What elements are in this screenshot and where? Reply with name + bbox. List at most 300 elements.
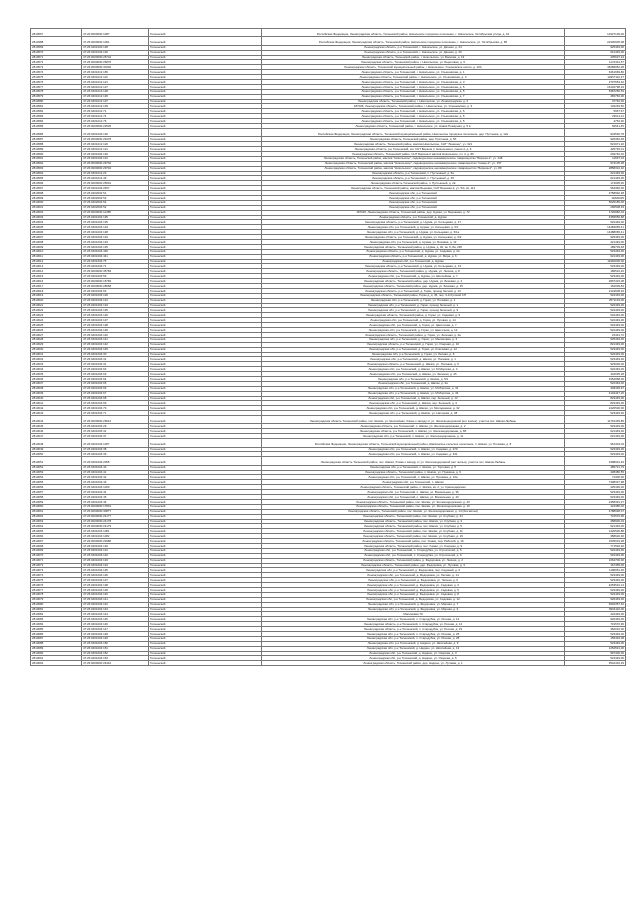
cell-district: Тосненский xyxy=(149,205,262,210)
cell-value: 925449,00 xyxy=(565,45,626,50)
cell-address: Ленинградская обл, р-н Тосненский, п. Стародубка, ул. Речная, д. 25 xyxy=(262,631,565,636)
cell-value: 961303,03 xyxy=(565,439,626,447)
cell-value: 523449,00 xyxy=(565,495,626,500)
cell-district: Тосненский xyxy=(149,597,262,602)
cell-district: Тосненский xyxy=(149,651,262,656)
cell-address: Ленинградская обл, р-н Тосненский, д. Шапки, д. 5/1 xyxy=(262,376,565,381)
cell-cadastral-number: 47:26:0401004:42 xyxy=(82,475,149,480)
cell-district: Тосненский xyxy=(149,627,262,632)
cell-address: Ленинградская обл, р-н Тосненский, д. Шапки, д. 3а xyxy=(262,381,565,386)
cell-address: Ленинградская обл, р-н Тосненский xyxy=(262,205,565,210)
cell-district: Тосненский xyxy=(149,196,262,201)
cell-address: Ленинградская обл, р-н Тосненский, п. Шапки, ул. Вокзальная, д. 36 xyxy=(262,490,565,495)
cell-cadastral-number: 47:26:0401004:63 xyxy=(82,372,149,377)
cell-district: Тосненский xyxy=(149,55,262,60)
cell-id: 2810592 xyxy=(31,161,82,166)
cell-district: Тосненский xyxy=(149,543,262,548)
cell-address: Ленинградская обл, р-н Тосненский, д. Федоровка, ул. Лесная, д. 14 xyxy=(262,573,565,578)
cell-id: 2810688 xyxy=(31,641,82,646)
cell-district: Тосненский xyxy=(149,288,262,293)
cell-district: Тосненский xyxy=(149,587,262,592)
cell-district: Тосненский xyxy=(149,171,262,176)
cell-address: Ленинградская обл, р-н Тосненский, д. Горки, проезд Зеленый, д. 9 xyxy=(262,308,565,313)
cell-address: Ленинградская обл, р-н Тосненский, д. Горки, ул. Луговая, д. 14 xyxy=(262,318,565,323)
cell-value: 11820025 xyxy=(565,196,626,201)
cell-value: 6902357,32 xyxy=(565,602,626,607)
cell-value: 522449,00 xyxy=(565,328,626,333)
cell-value: 358900,03 xyxy=(565,519,626,524)
cell-id: 2810627 xyxy=(31,332,82,337)
cell-id: 2810689 xyxy=(31,646,82,651)
cell-cadastral-number: 47:26:0000000:30302 xyxy=(82,65,149,70)
cell-cadastral-number: 47:26:0401004:134 xyxy=(82,225,149,230)
cell-cadastral-number: 47:26:0401004:133 xyxy=(82,558,149,563)
cell-address: Ленинградская обл, р-н Тосненский, п. Шапки, ул. Пушкина, д. 10а xyxy=(262,475,565,480)
cell-address: Ленинградская область, Тосненский район, г. Никольское, ул. Баскова, д. 19 xyxy=(262,55,565,60)
cell-value: 164009,84 xyxy=(565,284,626,289)
cell-district: Тосненский xyxy=(149,636,262,641)
cell-value: 523449,00 xyxy=(565,249,626,254)
cell-id: 2810590 xyxy=(31,151,82,156)
cell-address: Ленинградская область, р-н Тосненский, г. Никольское, ул. Ульяновская, д. 5 xyxy=(262,119,565,124)
cell-cadastral-number: 47:26:0401012:76 xyxy=(82,119,149,124)
cell-cadastral-number: 47:26:0401012:116 xyxy=(82,75,149,80)
cell-district: Тосненский xyxy=(149,447,262,452)
cell-value: 522449,00 xyxy=(565,308,626,313)
cell-district: Тосненский xyxy=(149,342,262,347)
cell-address: Ленинградская обл, р-н Тосненский, д. Горки, ул. Цветочная, д. 7 xyxy=(262,323,565,328)
cell-address: Ленинградская область, р-н Тосненский, д. Шапки, ул. Полевая, д. 5 xyxy=(262,362,565,367)
cell-id: 2810574 xyxy=(31,70,82,75)
cell-value: 771592,92 xyxy=(565,543,626,548)
cell-value: 167455,00 xyxy=(565,563,626,568)
cell-cadastral-number: 47:26:0401012:121 xyxy=(82,147,149,152)
cell-cadastral-number: 47:26:0401004:67 xyxy=(82,391,149,396)
cell-district: Тосненский xyxy=(149,495,262,500)
cell-district: Тосненский xyxy=(149,119,262,124)
cell-cadastral-number: 47:26:0401004:137 xyxy=(82,318,149,323)
cell-address: 187026, Ленинградская область, Тосненский район, г. Никольское, ул. Ульяновская, д. 3 xyxy=(262,104,565,109)
cell-id: 2810667 xyxy=(31,539,82,544)
cell-cadastral-number: 47:26:0402002:51 xyxy=(82,191,149,196)
cell-value: 52541,45 xyxy=(565,124,626,129)
cell-address: Ленинградская обл, р-н Тосненский, д. Горки, ул. Ключевая, д. 12 xyxy=(262,347,565,352)
cell-cadastral-number: 47:26:0402002:52 xyxy=(82,205,149,210)
cell-cadastral-number: 47:26:0401012:165 xyxy=(82,70,149,75)
cell-district: Тосненский xyxy=(149,75,262,80)
cell-value: 925449,00 xyxy=(565,337,626,342)
cell-id: 2810647 xyxy=(31,434,82,439)
cell-id: 2810607 xyxy=(31,235,82,240)
cell-cadastral-number: 47:26:0000000:26876 xyxy=(82,60,149,65)
cell-address: Ленинградская область, Тосненский район, г. Никольское, ул. Береговая, д. 6 xyxy=(262,60,565,65)
cell-id: 2810664 xyxy=(31,524,82,529)
cell-address: Ленинградская обл, р-н Тосненский, д. Федоровка, ул. Садовая, д. 3 xyxy=(262,583,565,588)
cell-value: 2420500,00 xyxy=(565,406,626,411)
cell-id: 2810657 xyxy=(31,490,82,495)
cell-value: 46289952,28 xyxy=(565,65,626,70)
cell-id: 2810691 xyxy=(31,656,82,661)
cell-district: Тосненский xyxy=(149,475,262,480)
cell-cadastral-number: 47:26:0401012:71 xyxy=(82,109,149,114)
cell-address: Ленинградская область, р-н Тосненский, г. Никольское, ул. Ульяновская, д. 1 xyxy=(262,70,565,75)
cell-cadastral-number: 47:26:0401004:135 xyxy=(82,568,149,573)
cell-address: Ленинградская область, р-н Тосненский, г. Никольское, ул. Дачная, д. 26 xyxy=(262,50,565,55)
cell-address: Ленинградская область, р-н Тосненский, г. Никольское, ул. Ульяновская, д. 5 xyxy=(262,89,565,94)
table-row xyxy=(31,457,626,465)
cell-address: Ленинградская обл, р-н Тосненский, п. Шапки, ул. Садовая, д. 331 xyxy=(262,452,565,457)
cell-id: 2810610 xyxy=(31,249,82,254)
cell-value: 14488065,41 xyxy=(565,230,626,235)
cell-address: Ленинградская область, р-н Тосненский, д. Нурма, ул. Садовая, д. 2а xyxy=(262,249,565,254)
cell-value: 14483055,41 xyxy=(565,225,626,230)
cell-value: 1535019,38 xyxy=(565,539,626,544)
cell-district: Тосненский xyxy=(149,284,262,289)
cell-district: Тосненский xyxy=(149,439,262,447)
cell-cadastral-number: 47:26:0401004:1057 xyxy=(82,439,149,447)
cell-id: 2810595 xyxy=(31,176,82,181)
cell-district: Тосненский xyxy=(149,254,262,259)
cell-cadastral-number: 47:26:0401004:135 xyxy=(82,215,149,220)
cell-value: 974105,38 xyxy=(565,161,626,166)
cell-district: Тосненский xyxy=(149,539,262,544)
cell-value: 522449,00 xyxy=(565,293,626,298)
cell-value: 22330605,08 xyxy=(565,37,626,45)
cell-id: 2810641 xyxy=(31,401,82,406)
cell-cadastral-number: 47:26:0000000:29702 xyxy=(82,161,149,166)
cell-address: Ленинградская область, р-н Тосненский, п. Пустынный, д. 5а xyxy=(262,171,565,176)
cell-value: 522449,00 xyxy=(565,220,626,225)
cell-value: 11791439,85 xyxy=(565,416,626,424)
cell-address: Ленинградская обл, р-н Тосненский, д. Шапки, пер. Зеленый, д. 3 xyxy=(262,401,565,406)
cell-value: 523449,00 xyxy=(565,447,626,452)
cell-id: 2810569 xyxy=(31,45,82,50)
cell-address: Ленинградская обл, р-н Тосненский, д. Надино, ул. Озерная, д. 5 xyxy=(262,656,565,661)
cell-id: 2810612 xyxy=(31,259,82,264)
cell-value: 16132798,34 xyxy=(565,84,626,89)
cell-district: Тосненский xyxy=(149,215,262,220)
cell-value: 442635,28 xyxy=(565,372,626,377)
cell-cadastral-number: 47:26:0401012:127 xyxy=(82,84,149,89)
cell-cadastral-number: 47:26:0000000:24178 xyxy=(82,519,149,524)
cell-id: 2810609 xyxy=(31,244,82,249)
cell-cadastral-number: 47:26:0401004:138 xyxy=(82,230,149,235)
cell-cadastral-number: 47:26:0401004:430 xyxy=(82,249,149,254)
cell-value: 731570,96 xyxy=(565,622,626,627)
cell-address: Ленинградская область, р-н Тосненский, д. Нурма, ул. Кольцевая, д. 47 xyxy=(262,220,565,225)
cell-value: 621449,00 xyxy=(565,434,626,439)
cell-value: 821449,00 xyxy=(565,342,626,347)
cell-cadastral-number: 47:26:0401004:38 xyxy=(82,447,149,452)
cell-address: Ленинградская область, Тосненский район, Горки д, д. 45, пер. 3-й Луговой СП xyxy=(262,293,565,298)
cell-address: Ленинградская область, р-н Тосненский, снт СНТ Бирюза (г. Никольское), линия 4, д. 6 xyxy=(262,147,565,152)
cell-value: 522449,00 xyxy=(565,323,626,328)
cell-value: 438480,55 xyxy=(565,470,626,475)
cell-cadastral-number: 47:26:0401004:133 xyxy=(82,235,149,240)
cell-value: 4754,30 xyxy=(565,119,626,124)
cell-id: 2810643 xyxy=(31,411,82,416)
cell-id: 2810593 xyxy=(31,166,82,171)
cell-id: 2810598 xyxy=(31,191,82,196)
cell-address: Ленинградская обл, р-н Тосненский, д. Шапки, ул. М.Морская, д. 44 xyxy=(262,386,565,391)
cell-id: 2810662 xyxy=(31,514,82,519)
cell-district: Тосненский xyxy=(149,293,262,298)
cell-district: Тосненский xyxy=(149,210,262,215)
cell-id: 2810570 xyxy=(31,50,82,55)
cell-value: 11537,04 xyxy=(565,156,626,161)
cell-id: 2810620 xyxy=(31,298,82,303)
cell-address: Ленинградская область, Тосненский район, пос. Ушаки, пер. Рабочий, д. 16 xyxy=(262,539,565,544)
cell-district: Тосненский xyxy=(149,424,262,429)
cell-id: 2810623 xyxy=(31,313,82,318)
cell-address: Ленинградская область, р-н Тосненский, г. Никольское, ул. Дачная, д. 24 xyxy=(262,45,565,50)
cell-district: Тосненский xyxy=(149,357,262,362)
cell-value: 14957110,37 xyxy=(565,75,626,80)
cell-id: 2810622 xyxy=(31,308,82,313)
cell-id: 2810674 xyxy=(31,573,82,578)
cell-id: 2810636 xyxy=(31,376,82,381)
cell-id: 2810596 xyxy=(31,181,82,186)
cell-district: Тосненский xyxy=(149,235,262,240)
cell-district: Тосненский xyxy=(149,156,262,161)
cell-id: 2810656 xyxy=(31,485,82,490)
cell-address: Ленинградская обл, р-н Тосненский, д. Нурма, ул. Боковая, д. 13 xyxy=(262,240,565,245)
cell-cadastral-number: 47:26:0401004:130 xyxy=(82,543,149,548)
cell-id: 2810677 xyxy=(31,587,82,592)
cell-address: Российская Федерация, Ленинградская область, Тосненский район, Никольское городское поселение, г. Никольское, Октябрьская улица, д. 44 xyxy=(262,29,565,37)
cell-value: 422449,00 xyxy=(565,612,626,617)
cell-district: Тосненский xyxy=(149,376,262,381)
cell-cadastral-number: 47:26:0401004:149 xyxy=(82,636,149,641)
cell-district: Тосненский xyxy=(149,298,262,303)
spreadsheet xyxy=(30,28,624,666)
cell-id: 2810669 xyxy=(31,548,82,553)
cell-address: Ленинградская область, р-н Тосненский, д. Горки, проезд Лесной, д. 13 xyxy=(262,288,565,293)
cell-value: 6461669,80 xyxy=(565,70,626,75)
cell-id: 2810638 xyxy=(31,386,82,391)
cell-id: 2810625 xyxy=(31,323,82,328)
cell-value: 2707553,32 xyxy=(565,80,626,85)
cell-cadastral-number: 47:26:0000000:30877 xyxy=(82,509,149,514)
cell-district: Тосненский xyxy=(149,602,262,607)
cell-value: 2897415,08 xyxy=(565,279,626,284)
cell-id: 2810649 xyxy=(31,447,82,452)
cell-id: 2810660 xyxy=(31,504,82,509)
cell-value: 522449,00 xyxy=(565,313,626,318)
cell-address: Ленинградская область, Тосненский район, д. Горки, ул. Садовая, д. 9 xyxy=(262,313,565,318)
cell-address: Ленинградская область, Тосненский район, дер. Надино, ул. Луговая, д. 1 xyxy=(262,661,565,666)
cell-address: Ленинградская область, Тосненский район, массив "Никольское", садоводческое некоммерческое товарищество "Бирюза-2", уч. 448 xyxy=(262,156,565,161)
cell-district: Тосненский xyxy=(149,249,262,254)
cell-district: Тосненский xyxy=(149,470,262,475)
cell-district: Тосненский xyxy=(149,612,262,617)
cell-address: Ленинградская область, Тосненский район, д. Нурма, ул. Лесная, д. 8 xyxy=(262,269,565,274)
cell-district: Тосненский xyxy=(149,89,262,94)
cell-district: Тосненский xyxy=(149,274,262,279)
cell-district: Тосненский xyxy=(149,244,262,249)
cell-district: Тосненский xyxy=(149,490,262,495)
cell-address: Ленинградская обл, р-н Тосненский, д. Шапки, ул. М.Морская, д. 43 xyxy=(262,391,565,396)
cell-value: 2571133,00 xyxy=(565,298,626,303)
cell-address: Ленинградская обл, р-н Тосненский, д. Шапки, ул. Полевая, д. 1 xyxy=(262,357,565,362)
cell-id: 2810640 xyxy=(31,396,82,401)
cell-district: Тосненский xyxy=(149,70,262,75)
cell-cadastral-number: 47:26:0401012:130 xyxy=(82,94,149,99)
cell-address: Ленинградская область, р-н Тосненский, г. Никольское, ул. Ульяновская, д. 7 xyxy=(262,94,565,99)
cell-district: Тосненский xyxy=(149,259,262,264)
cell-id: 2810685 xyxy=(31,627,82,632)
cell-cadastral-number: 47:26:0402002:53 xyxy=(82,196,149,201)
cell-value: 523449,00 xyxy=(565,357,626,362)
cell-district: Тосненский xyxy=(149,509,262,514)
cell-id: 2810651 xyxy=(31,457,82,465)
cell-id: 2810605 xyxy=(31,225,82,230)
cell-district: Тосненский xyxy=(149,499,262,504)
cell-id: 2810615 xyxy=(31,274,82,279)
cell-district: Тосненский xyxy=(149,381,262,386)
cell-cadastral-number: 47:26:0401004:140 xyxy=(82,332,149,337)
cell-id: 2810624 xyxy=(31,318,82,323)
cell-district: Тосненский xyxy=(149,80,262,85)
cell-address: Ленинградская обл, р-н Тосненский xyxy=(262,191,565,196)
cell-cadastral-number: 47:26:0401004:138 xyxy=(82,323,149,328)
cell-cadastral-number: 47:26:0401004:145 xyxy=(82,617,149,622)
cell-address: Ленинградская область, р-н Тосненский, г. Никольское, ул. Ульяновская, д. 5 xyxy=(262,114,565,119)
cell-value: 189709,48 xyxy=(565,244,626,249)
cell-value: 522449,00 xyxy=(565,367,626,372)
cell-address: Ленинградская область, Тосненский район, д. Нурма, д. 40, кв. 6, 8а, 29б xyxy=(262,244,565,249)
cell-address: Ленинградская область, Тосненский район, дер. Нурма, ул. Боковая, д. 15 xyxy=(262,284,565,289)
cell-address: Ленинградская обл, р-н Тосненский, д. Федоровка, ул. Мирная, д. 7 xyxy=(262,602,565,607)
cell-value: 4253510,13 xyxy=(565,583,626,588)
cell-id: 2810663 xyxy=(31,519,82,524)
cell-value: 621449,00 xyxy=(565,176,626,181)
cell-address: Ленинградская обл, р-н Тосненский, д. Шапки, пер. Зеленый, д. 12 xyxy=(262,396,565,401)
cell-value: 11992006,00 xyxy=(565,259,626,264)
table-row xyxy=(31,29,626,37)
cell-id: 2810658 xyxy=(31,495,82,500)
cell-address: Малиновая 79 xyxy=(262,612,565,617)
cell-cadastral-number: 47:26:0000000:24177 xyxy=(82,514,149,519)
cell-id: 2810666 xyxy=(31,534,82,539)
cell-value: 23914,21 xyxy=(565,114,626,119)
cell-cadastral-number: 47:26:0401004:2457 xyxy=(82,186,149,191)
cell-id: 2810690 xyxy=(31,651,82,656)
table-body xyxy=(31,29,626,666)
cell-value: 523449,00 xyxy=(565,656,626,661)
cell-district: Тосненский xyxy=(149,485,262,490)
cell-district: Тосненский xyxy=(149,563,262,568)
cell-cadastral-number: 47:26:0401004:31 xyxy=(82,429,149,434)
cell-value: 5957,67 xyxy=(565,109,626,114)
cell-id: 2810600 xyxy=(31,200,82,205)
cell-address: Ленинградская обл, р-н Тосненский, д. Надино, ул. Шоссейная, д. 13 xyxy=(262,646,565,651)
cell-value: 925449,00 xyxy=(565,235,626,240)
cell-district: Тосненский xyxy=(149,176,262,181)
cell-value: 3354958,00 xyxy=(565,376,626,381)
cell-district: Тосненский xyxy=(149,84,262,89)
cell-id: 2810637 xyxy=(31,381,82,386)
cell-cadastral-number: 47:26:0401004:141 xyxy=(82,597,149,602)
cell-address: Ленинградская область, р-н Тосненский, п. Шапки, ул. Железнодорожная, д. 8б xyxy=(262,429,565,434)
cell-district: Тосненский xyxy=(149,137,262,142)
cell-value: 523449,00 xyxy=(565,587,626,592)
cell-district: Тосненский xyxy=(149,65,262,70)
cell-cadastral-number: 47:26:0401004:1000 xyxy=(82,485,149,490)
cell-id: 2810388 xyxy=(31,37,82,45)
cell-district: Тосненский xyxy=(149,313,262,318)
cell-district: Тосненский xyxy=(149,37,262,45)
cell-value: 523449,00 xyxy=(565,411,626,416)
cell-address: Ленинградская обл, р-н Тосненский, д. Федоровка, ул. Садовая, д. 8 xyxy=(262,592,565,597)
cell-value: 564360,00 xyxy=(565,186,626,191)
cell-district: Тосненский xyxy=(149,396,262,401)
cell-id: 2810642 xyxy=(31,406,82,411)
cell-cadastral-number: 47:26:0401004:441 xyxy=(82,254,149,259)
cell-id: 2810575 xyxy=(31,75,82,80)
cell-address: Ленинградская обл, р-н Тосненский, д. Горки, ул. Полевая, д. 1 xyxy=(262,298,565,303)
cell-id: 2810630 xyxy=(31,347,82,352)
cell-value: 523449,00 xyxy=(565,274,626,279)
cell-cadastral-number: 47:26:0401004:137 xyxy=(82,578,149,583)
cell-address: Ленинградская область, Тосненский район, дер. Нурма, ул. Боковая, д. 4 xyxy=(262,279,565,284)
cell-cadastral-number: 47:26:0401012:128 xyxy=(82,89,149,94)
cell-cadastral-number: 47:26:0401004:63 xyxy=(82,288,149,293)
cell-id: 2810634 xyxy=(31,367,82,372)
cell-district: Тосненский xyxy=(149,372,262,377)
cell-id: 2810645 xyxy=(31,424,82,429)
cell-id: 2810619 xyxy=(31,293,82,298)
cell-value: 523449,00 xyxy=(565,578,626,583)
cell-id: 2810573 xyxy=(31,65,82,70)
cell-id: 2810617 xyxy=(31,284,82,289)
cell-id: 2810614 xyxy=(31,269,82,274)
cell-cadastral-number: 47:26:0401004:69 xyxy=(82,401,149,406)
cell-cadastral-number: 47:20:0000000:1087 xyxy=(82,29,149,37)
cell-id: 2810578 xyxy=(31,89,82,94)
cell-address: Ленинградская область, Тосненский район, пос. Шапки, ул. Железнодорожная, д. 10 xyxy=(262,504,565,509)
cell-district: Тосненский xyxy=(149,558,262,563)
cell-id: 2810567 xyxy=(31,29,82,37)
cell-cadastral-number: 47:26:0401012:23 xyxy=(82,171,149,176)
cell-id: 2810659 xyxy=(31,499,82,504)
cell-value: 612449,00 xyxy=(565,50,626,55)
cell-address: Ленинградская обл, р-н Тосненский, п. Шапки, ул. Торговая, д. 5 xyxy=(262,465,565,470)
cell-district: Тосненский xyxy=(149,573,262,578)
cell-address: Ленинградская область, Тосненский район, г. Никольское, ул. Новая Пожарная, д. 5 в xyxy=(262,124,565,129)
cell-cadastral-number: 47:26:0401004:146 xyxy=(82,622,149,627)
cell-cadastral-number: 47:26:0401004:75 xyxy=(82,259,149,264)
cell-value: 1720982,04 xyxy=(565,210,626,215)
cell-id: 2810682 xyxy=(31,612,82,617)
cell-id: 2810692 xyxy=(31,661,82,666)
table-row xyxy=(31,37,626,45)
cell-district: Тосненский xyxy=(149,186,262,191)
cell-cadastral-number: 47:26:0401012:121 xyxy=(82,80,149,85)
cell-district: Тосненский xyxy=(149,191,262,196)
cell-district: Тосненский xyxy=(149,124,262,129)
cell-address: Ленинградская обл, р-н Тосненский, д. Горки, ул. Лесная, д. 6 xyxy=(262,352,565,357)
table-row xyxy=(31,439,626,447)
cell-district: Тосненский xyxy=(149,181,262,186)
cell-value: 522449,00 xyxy=(565,318,626,323)
cell-id: 2810628 xyxy=(31,337,82,342)
cell-district: Тосненский xyxy=(149,401,262,406)
cell-district: Тосненский xyxy=(149,411,262,416)
cell-id: 2810668 xyxy=(31,543,82,548)
cell-value: 3758992,38 xyxy=(565,191,626,196)
cell-value: 37746,00 xyxy=(565,99,626,104)
